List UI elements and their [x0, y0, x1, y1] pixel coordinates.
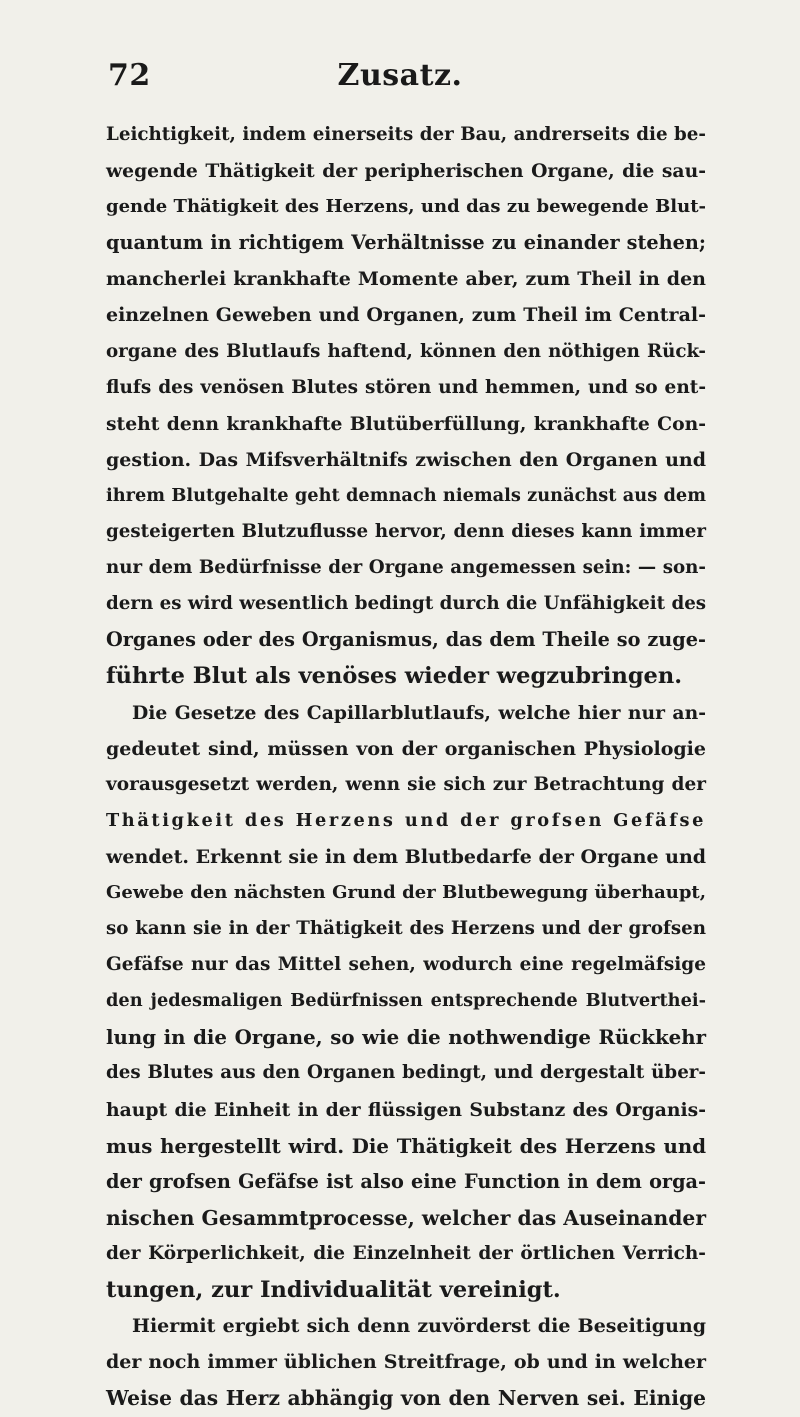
text-line: quantum in richtigem Verhältnisse zu einander stehen; — [106, 231, 706, 255]
text-line: der grofsen Gefäfse ist also eine Function in dem orga- — [106, 1169, 706, 1193]
text-line: ihrem Blutgehalte geht demnach niemals zunächst aus dem — [106, 484, 706, 506]
text-line: der noch immer üblichen Streitfrage, ob und in welcher — [106, 1351, 706, 1374]
body-text — [106, 117, 706, 1416]
text-line: lung in die Organe, so wie die nothwendige Rückkehr — [106, 1025, 706, 1050]
text-line: haupt die Einheit in der flüssigen Substanz des Organis- — [106, 1098, 706, 1121]
text-line: gende Thätigkeit des Herzens, und das zu bewegende Blut- — [106, 196, 706, 218]
text-line: vorausgesetzt werden, wenn sie sich zur Betrachtung der — [106, 773, 706, 795]
page-header — [0, 58, 800, 98]
text-line: mancherlei krankhafte Momente aber, zum Theil in den — [106, 268, 706, 291]
text-line: der Körperlichkeit, die Einzelnheit der örtlichen Verrich- — [106, 1242, 706, 1264]
text-line: führte Blut als venöses wieder wegzubringen. — [106, 663, 683, 690]
text-line: wendet. Erkennt sie in dem Blutbedarfe der Organe und — [106, 845, 707, 868]
running-head: Zusatz. — [337, 58, 463, 93]
text-line: organe des Blutlaufs haftend, können den nöthigen Rück- — [106, 340, 706, 362]
text-line: einzelnen Geweben und Organen, zum Theil im Central- — [106, 304, 706, 327]
text-line: Leichtigkeit, indem einerseits der Bau, andrerseits die be- — [106, 124, 706, 145]
text-line: so kann sie in der Thätigkeit des Herzens und der grofsen — [106, 918, 706, 940]
text-line: nischen Gesammtprocesse, welcher das Auseinander — [106, 1205, 706, 1230]
text-line: mus hergestellt wird. Die Thätigkeit des Herzens und — [106, 1133, 706, 1158]
page-number: 72 — [108, 58, 151, 93]
text-line: tungen, zur Individualität vereinigt. — [106, 1277, 561, 1303]
text-line: Gewebe den nächsten Grund der Blutbewegung überhaupt, — [106, 881, 706, 903]
text-line: steht denn krankhafte Blutüberfüllung, krankhafte Con- — [106, 412, 706, 435]
text-line: flufs des venösen Blutes stören und hemmen, und so ent- — [106, 376, 706, 398]
text-line: nur dem Bedürfnisse der Organe angemessen sein: — son- — [106, 557, 706, 579]
text-line: Thätigkeit des Herzens und der grofsen Gefäfse — [106, 809, 706, 831]
text-line: den jedesmaligen Bedürfnissen entsprechende Blutverthei- — [106, 990, 706, 1012]
text-line: Die Gesetze des Capillarblutlaufs, welche hier nur an- — [132, 701, 706, 724]
text-line: wegende Thätigkeit der peripherischen Organe, die sau- — [106, 160, 706, 183]
text-line: gestion. Das Mifsverhältnifs zwischen den Organen und — [106, 448, 706, 471]
text-line: Weise das Herz abhängig von den Nerven sei. Einige — [106, 1386, 706, 1411]
text-line: Gefäfse nur das Mittel sehen, wodurch eine regelmäfsige — [106, 954, 706, 976]
text-line: gesteigerten Blutzuflusse hervor, denn dieses kann immer — [106, 521, 706, 543]
text-line: Hiermit ergiebt sich denn zuvörderst die Beseitigung — [132, 1315, 706, 1338]
text-line: dern es wird wesentlich bedingt durch die Unfähigkeit des — [106, 593, 707, 615]
text-line: Organes oder des Organismus, das dem Theile so zuge- — [106, 628, 706, 652]
text-line: gedeutet sind, müssen von der organischen Physiologie — [106, 737, 706, 760]
text-line: des Blutes aus den Organen bedingt, und dergestalt über- — [106, 1062, 706, 1084]
